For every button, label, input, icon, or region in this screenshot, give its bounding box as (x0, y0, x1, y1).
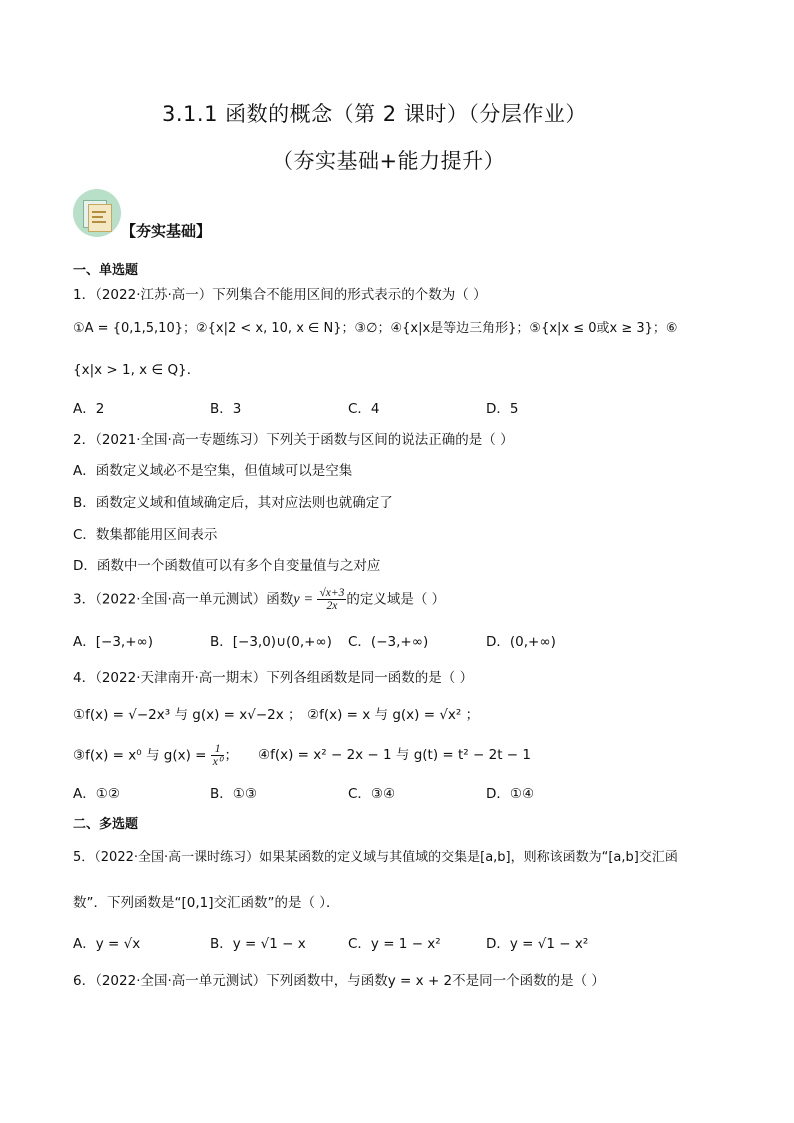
q4-pair-3-numerator: 1 (211, 743, 225, 756)
q5-stem-line2: 数”．下列函数是“[0,1]交汇函数”的是（ ）． (73, 895, 340, 911)
q4-pair-3 (73, 743, 238, 768)
q1-option-c[interactable]: C．4 (348, 401, 380, 417)
q4-pair-3-fraction (211, 743, 225, 768)
q5-option-b[interactable]: B．y = √1 − x (210, 936, 306, 952)
q3-option-d[interactable]: D．(0,+∞) (486, 634, 556, 650)
q3-option-c[interactable]: C．(−3,+∞) (348, 634, 429, 650)
page-title: 3.1.1 函数的概念（第 2 课时）（分层作业） (162, 102, 587, 126)
q2-option-d[interactable]: D．函数中一个函数值可以有多个自变量值与之对应 (73, 558, 381, 574)
q3-stem-pre: 3．（2022·全国·高一单元测试）函数 (73, 591, 294, 608)
q4-pair-1: ①f(x) = √−2x³ 与 g(x) = x√−2x ； (73, 707, 302, 723)
q3-fraction (317, 587, 346, 612)
q1-items-line1: ①A = {0,1,5,10}；②{x|2 < x, 10, x ∈ N}；③∅；④{x|x是等边三角形}；⑤{x|x ≤ 0或x ≥ 3}；⑥ (73, 321, 678, 336)
page-subtitle: （夯实基础+能力提升） (272, 149, 506, 173)
q5-option-c[interactable]: C．y = 1 − x² (348, 936, 441, 952)
q4-stem: 4．（2022·天津南开·高一期末）下列各组函数是同一函数的是（ ） (73, 670, 474, 686)
q6-stem: 6．（2022·全国·高一单元测试）下列函数中，与函数y = x + 2不是同一个函数的是（ ） (73, 973, 605, 989)
q3-fraction-denominator: 2x (326, 600, 338, 612)
q3-fraction-numerator: √x+3 (319, 587, 345, 599)
q1-option-d[interactable]: D．5 (486, 401, 519, 417)
section-heading-single: 一、单选题 (73, 263, 139, 278)
q4-pair-2: ②f(x) = x 与 g(x) = √x² ； (307, 707, 480, 723)
q5-stem-line1: 5．（2022·全国·高一课时练习）如果某函数的定义域与其值域的交集是[a,b]，则称该函数为“[a,b]交汇函 (73, 850, 678, 865)
q1-stem: 1．（2022·江苏·高一）下列集合不能用区间的形式表示的个数为（ ） (73, 287, 487, 303)
q1-items-line2: {x|x > 1, x ∈ Q}． (73, 362, 201, 378)
q4-pair-3-post: ； (224, 747, 238, 764)
section-badge: 【夯实基础】 (121, 222, 212, 240)
q2-option-c[interactable]: C．数集都能用区间表示 (73, 527, 218, 543)
q4-pair-3-pre: ③f(x) = x⁰ 与 g(x) = (73, 747, 207, 764)
q3-stem-post: 的定义域是（ ） (346, 591, 446, 608)
q1-option-a[interactable]: A．2 (73, 401, 105, 417)
q3-stem (73, 587, 445, 612)
q2-stem: 2．（2021·全国·高一专题练习）下列关于函数与区间的说法正确的是（ ） (73, 432, 514, 448)
q4-option-a[interactable]: A．①② (73, 786, 120, 802)
q5-option-d[interactable]: D．y = √1 − x² (486, 936, 589, 952)
q4-pair-3-denominator: x⁰ (212, 756, 223, 768)
q2-option-a[interactable]: A．函数定义域必不是空集，但值域可以是空集 (73, 463, 353, 479)
q4-option-b[interactable]: B．①③ (210, 786, 257, 802)
q2-option-b[interactable]: B．函数定义域和值域确定后，其对应法则也就确定了 (73, 495, 393, 511)
q1-option-b[interactable]: B．3 (210, 401, 242, 417)
q3-y-eq: y = (293, 591, 314, 608)
q4-option-c[interactable]: C．③④ (348, 786, 396, 802)
q4-pair-4: ④f(x) = x² − 2x − 1 与 g(t) = t² − 2t − 1 (258, 747, 531, 763)
q5-option-a[interactable]: A．y = √x (73, 936, 141, 952)
q3-option-a[interactable]: A．[−3,+∞) (73, 634, 154, 650)
q3-option-b[interactable]: B．[−3,0)∪(0,+∞) (210, 634, 332, 650)
section-heading-multi: 二、多选题 (73, 817, 139, 832)
document-stack-icon (73, 189, 121, 237)
q4-option-d[interactable]: D．①④ (486, 786, 535, 802)
